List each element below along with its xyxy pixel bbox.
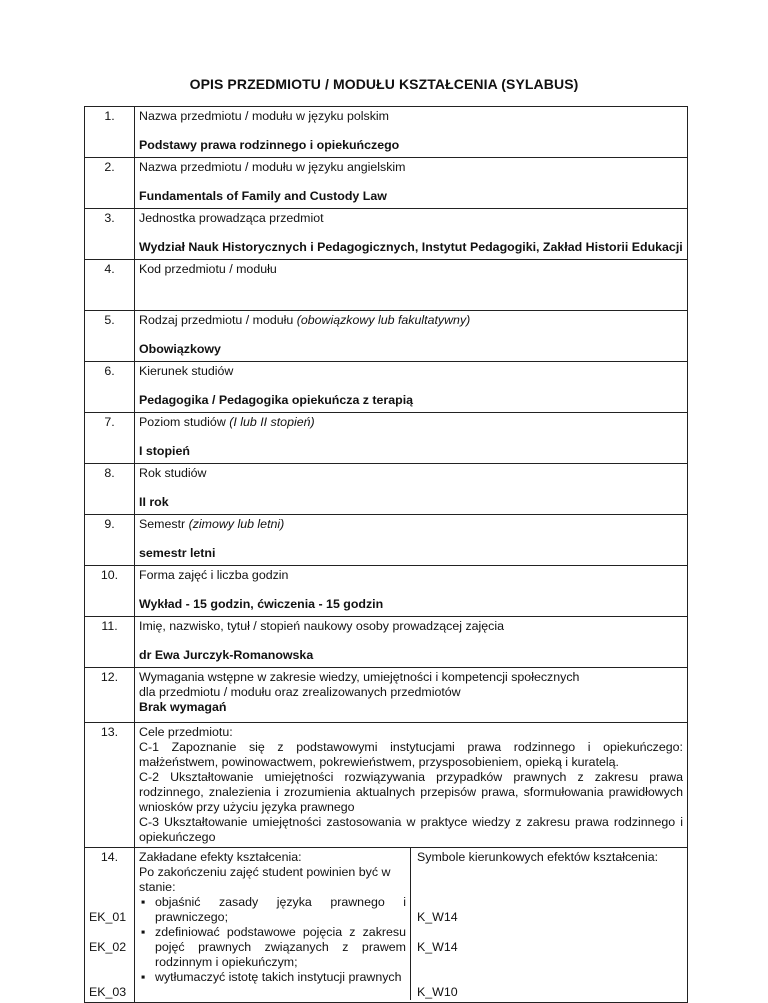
effect-code: EK_03 [89, 985, 127, 999]
effect-code: EK_02 [89, 940, 127, 954]
row-content [135, 848, 688, 1003]
row-content [135, 413, 688, 464]
row-5 [85, 311, 688, 362]
row-label-text: Kierunek studiów [139, 364, 234, 378]
row-7 [85, 413, 688, 464]
row-content [135, 723, 688, 848]
row-content [135, 362, 688, 413]
goal-item: C-1 Zapoznanie się z podstawowymi instytucjami prawa rodzinnego i opiekuńczego: małżeństwem, powinowactwem, pokrewieństwem, przysposobieniem, opieką i kuratelą. [139, 740, 683, 769]
row-value: semestr letni [139, 546, 216, 560]
row-label-text: Rodzaj przedmiotu / modułu [139, 313, 297, 327]
row-4 [85, 260, 688, 311]
row-6 [85, 362, 688, 413]
row-label-text: Forma zajęć i liczba godzin [139, 568, 289, 582]
row-label [139, 262, 683, 277]
effect-code: EK_01 [89, 910, 127, 924]
row-12 [85, 668, 688, 723]
symbols-heading: Symbole kierunkowych efektów kształcenia: [417, 850, 659, 864]
effect-symbol: K_W10 [417, 985, 458, 999]
row-value: II rok [139, 495, 169, 509]
row-number: 6. [85, 362, 135, 413]
row-label [139, 109, 683, 124]
row-content [135, 158, 688, 209]
row-number: 5. [85, 311, 135, 362]
effect-item: ▪ objaśnić zasady języka prawnego i prawniczego; [139, 895, 406, 925]
goal-item: C-2 Ukształtowanie umiejętności rozwiązywania przypadków prawnych z zakresu prawa rodzinnego, znalezienia i zrozumienia aktualnych przepisów prawa, sformułowania prawidłowych wniosków przy użyciu języka prawnego [139, 770, 683, 814]
row-content [135, 209, 688, 260]
goal-item: C-3 Ukształtowanie umiejętności zastosowania w praktyce wiedzy z zakresu prawa rodzinnego i opiekuńczego [139, 815, 683, 844]
row-value: Fundamentals of Family and Custody Law [139, 189, 387, 203]
row-14 [85, 848, 688, 1003]
row-number: 13. [85, 723, 135, 848]
row-number: 1. [85, 107, 135, 158]
row-content [135, 107, 688, 158]
row-label [139, 466, 683, 481]
row-8 [85, 464, 688, 515]
row-content [135, 617, 688, 668]
row-number: 9. [85, 515, 135, 566]
row-label-text: Poziom studiów [139, 415, 230, 429]
row-number-label: 14. [100, 850, 119, 864]
row-label [139, 313, 683, 328]
row-2 [85, 158, 688, 209]
row-content [135, 515, 688, 566]
goals-heading: Cele przedmiotu: [139, 725, 233, 739]
row-3 [85, 209, 688, 260]
row-number: 3. [85, 209, 135, 260]
row-label-hint: (I lub II stopień) [229, 415, 315, 429]
row-content [135, 464, 688, 515]
row-content [135, 311, 688, 362]
row-label [139, 568, 683, 583]
row-number: 2. [85, 158, 135, 209]
row-label [139, 517, 683, 532]
row-label-text: Jednostka prowadząca przedmiot [139, 211, 324, 225]
row-13 [85, 723, 688, 848]
row-value: Obowiązkowy [139, 342, 221, 356]
row-label-text: Kod przedmiotu / modułu [139, 262, 277, 276]
row-value: Wykład - 15 godzin, ćwiczenia - 15 godzin [139, 597, 384, 611]
row-1 [85, 107, 688, 158]
row-label-text: Semestr [139, 517, 189, 531]
row-number: 7. [85, 413, 135, 464]
row-label-hint: (obowiązkowy lub fakultatywny) [296, 313, 471, 327]
row-label-text: Nazwa przedmiotu / modułu w języku angielskim [139, 160, 406, 174]
row-number [85, 848, 135, 1003]
row-11 [85, 617, 688, 668]
row-label [139, 619, 683, 634]
row-content [135, 260, 688, 311]
row-label-cont: dla przedmiotu / modułu oraz zrealizowanych przedmiotów [139, 685, 461, 699]
row-value: Podstawy prawa rodzinnego i opiekuńczego [139, 138, 400, 152]
row-label-text: Rok studiów [139, 466, 207, 480]
row-label [139, 211, 683, 226]
document-title: OPIS PRZEDMIOTU / MODUŁU KSZTAŁCENIA (SYLABUS) [189, 76, 579, 92]
row-9 [85, 515, 688, 566]
syllabus-table [84, 106, 688, 1003]
row-value: Pedagogika / Pedagogika opiekuńcza z terapią [139, 393, 414, 407]
row-number: 11. [85, 617, 135, 668]
row-content [135, 566, 688, 617]
row-value: Wydział Nauk Historycznych i Pedagogicznych, Instytut Pedagogiki, Zakład Historii Edukacji [139, 240, 683, 254]
row-value: dr Ewa Jurczyk-Romanowska [139, 648, 314, 662]
row-label [139, 415, 683, 430]
effects-intro: Po zakończeniu zajęć student powinien być w stanie: [139, 865, 391, 894]
effect-symbol: K_W14 [417, 910, 458, 924]
row-number: 8. [85, 464, 135, 515]
row-value: I stopień [139, 444, 190, 458]
row-10 [85, 566, 688, 617]
effect-item: ▪ zdefiniować podstawowe pojęcia z zakresu pojęć prawnych związanych z prawem rodzinnym i opiekuńczym; [139, 925, 406, 970]
row-number: 12. [85, 668, 135, 723]
effects-heading: Zakładane efekty kształcenia: [139, 850, 302, 864]
row-value: Brak wymagań [139, 700, 227, 714]
row-label [139, 160, 683, 175]
effect-symbol: K_W14 [417, 940, 458, 954]
row-number: 10. [85, 566, 135, 617]
row-label [139, 364, 683, 379]
row-label: Wymagania wstępne w zakresie wiedzy, umiejętności i kompetencji społecznych [139, 670, 580, 684]
row-content [135, 668, 688, 723]
row-label-text: Nazwa przedmiotu / modułu w języku polskim [139, 109, 389, 123]
row-number: 4. [85, 260, 135, 311]
effect-item: ▪ wytłumaczyć istotę takich instytucji prawnych [139, 970, 406, 985]
row-label-hint: (zimowy lub letni) [188, 517, 285, 531]
row-label-text: Imię, nazwisko, tytuł / stopień naukowy osoby prowadzącej zajęcia [139, 619, 505, 633]
